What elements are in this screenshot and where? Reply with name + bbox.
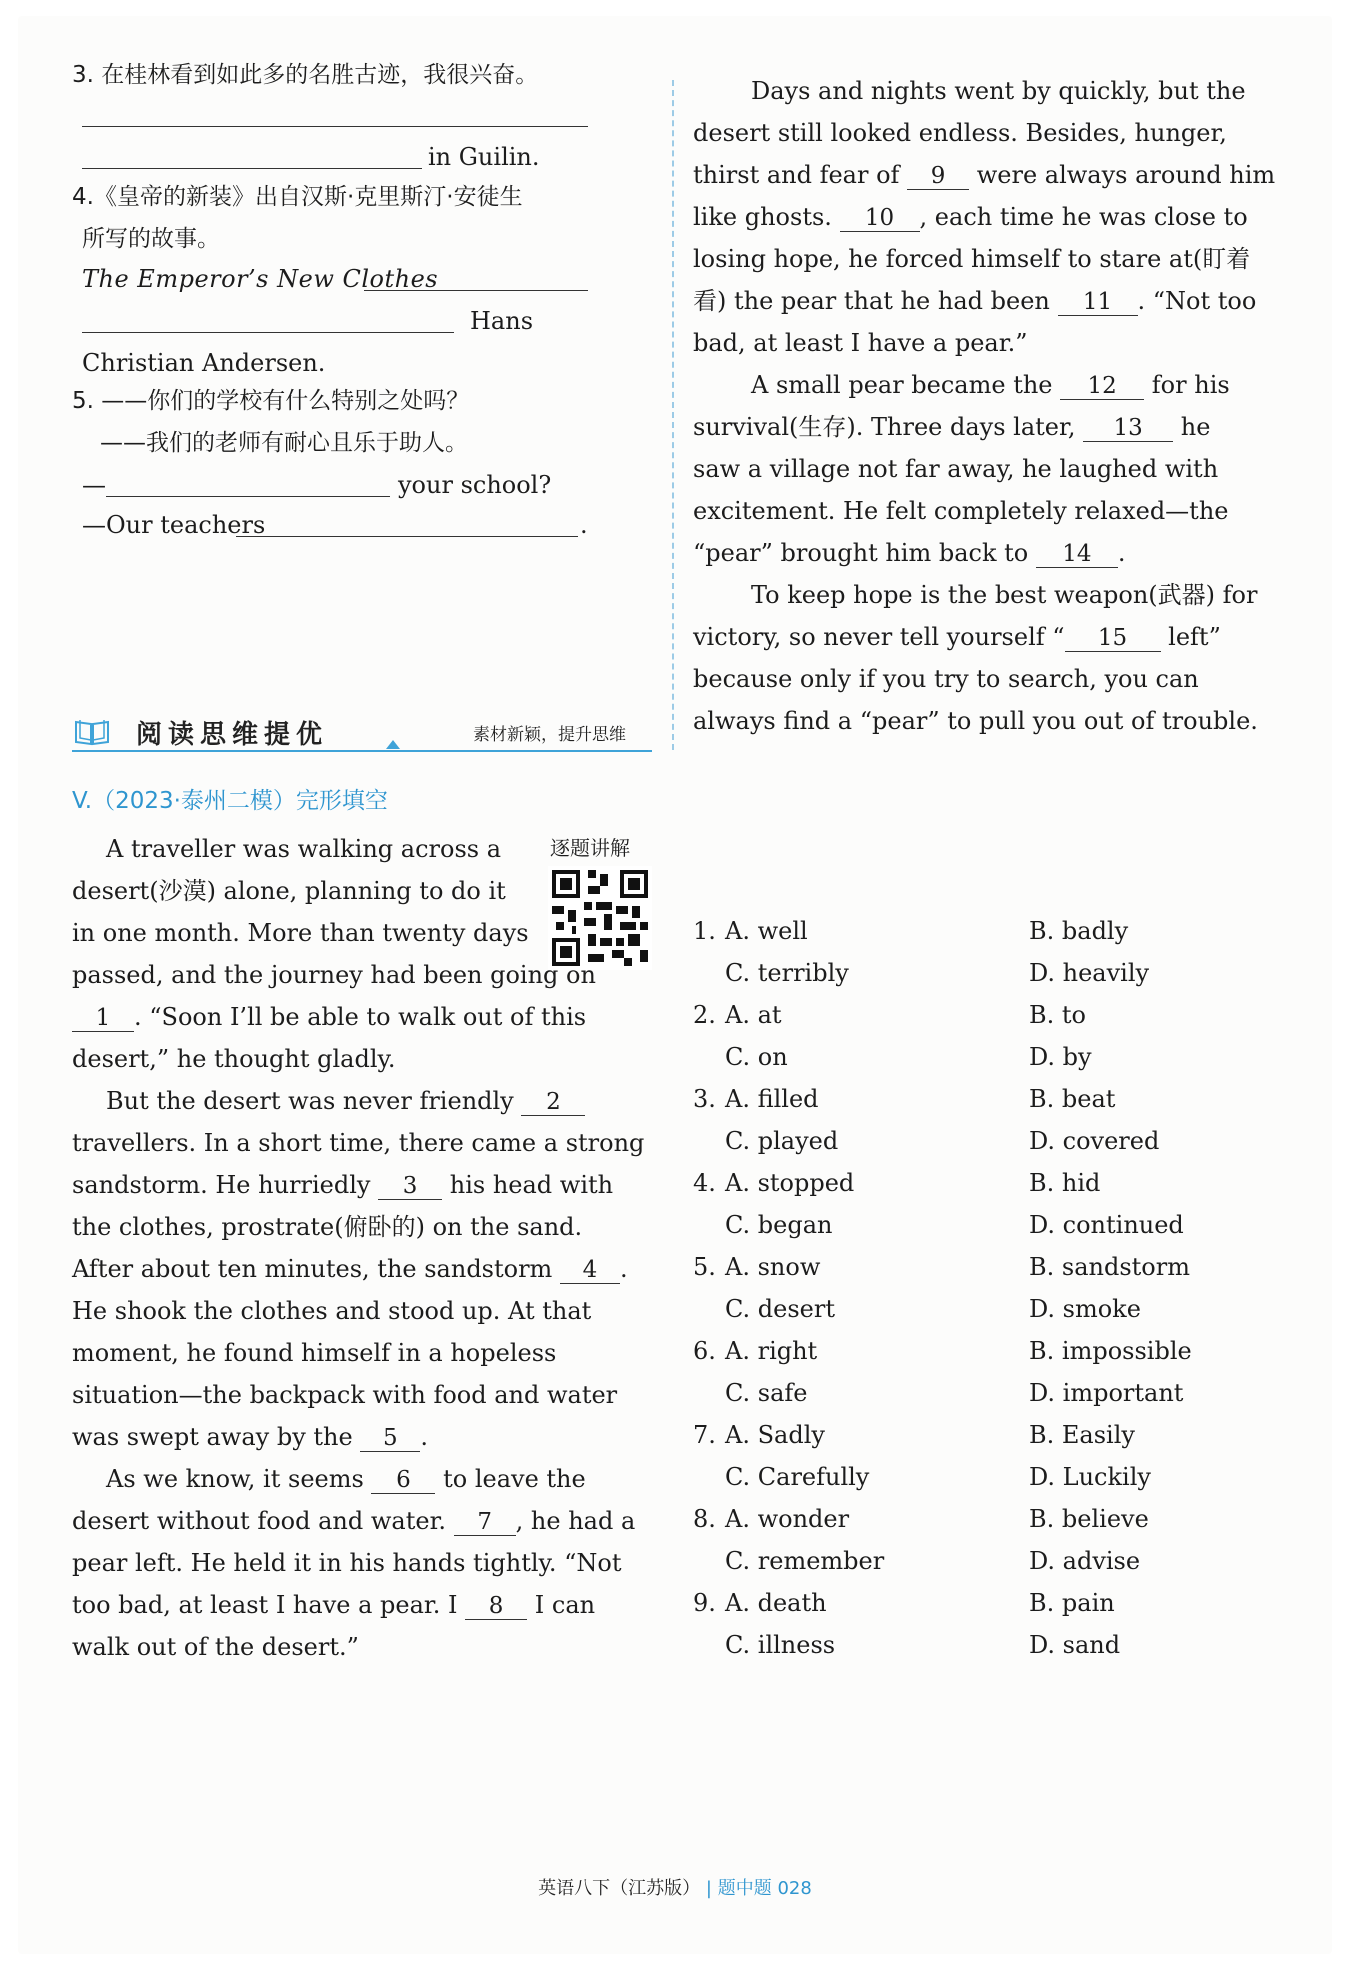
- option-d[interactable]: D. smoke: [1029, 1295, 1141, 1323]
- option-a[interactable]: A. snow: [725, 1253, 821, 1281]
- option-b[interactable]: B. to: [1029, 1001, 1086, 1029]
- q5-answer-line-2[interactable]: [236, 536, 578, 537]
- passage-line: desert(沙漠) alone, planning to do it: [72, 877, 506, 905]
- footer-page-number: 028: [777, 1878, 812, 1899]
- q4-answer-line-2[interactable]: [82, 332, 454, 333]
- open-book-icon: [72, 716, 112, 746]
- page-footer: [0, 1874, 1350, 1900]
- option-d[interactable]: D. important: [1029, 1379, 1184, 1407]
- option-a[interactable]: A. well: [725, 917, 808, 945]
- q5-tail-1: your school?: [398, 471, 552, 499]
- blank-14[interactable]: 14: [1036, 541, 1118, 568]
- option-number: 4.: [693, 1169, 716, 1197]
- passage-line: walk out of the desert.”: [72, 1633, 359, 1661]
- column-divider: [672, 80, 674, 750]
- option-number: 9.: [693, 1589, 716, 1617]
- option-b[interactable]: B. pain: [1029, 1589, 1115, 1617]
- q4-prompt-1: 4.《皇帝的新装》出自汉斯·克里斯汀·安徒生: [72, 184, 523, 210]
- passage-line: 看) the pear that he had been 11 . “Not too: [693, 287, 1257, 315]
- option-d[interactable]: D. continued: [1029, 1211, 1184, 1239]
- option-a[interactable]: A. filled: [725, 1085, 819, 1113]
- option-c[interactable]: C. terribly: [725, 959, 849, 987]
- passage-line: survival(生存). Three days later, 13 he: [693, 413, 1211, 441]
- option-a[interactable]: A. right: [725, 1337, 818, 1365]
- option-number: 8.: [693, 1505, 716, 1533]
- option-b[interactable]: B. beat: [1029, 1085, 1116, 1113]
- passage-line: passed, and the journey had been going on: [72, 961, 596, 989]
- option-b[interactable]: B. Easily: [1029, 1421, 1135, 1449]
- blank-9[interactable]: 9: [907, 163, 969, 190]
- passage-line: in one month. More than twenty days: [72, 919, 529, 947]
- section-header: [72, 714, 652, 752]
- passage-line: moment, he found himself in a hopeless: [72, 1339, 557, 1367]
- passage-line: He shook the clothes and stood up. At that: [72, 1297, 592, 1325]
- option-a[interactable]: A. wonder: [725, 1505, 850, 1533]
- option-number: 2.: [693, 1001, 716, 1029]
- option-d[interactable]: D. sand: [1029, 1631, 1121, 1659]
- passage-line: 1 . “Soon I’ll be able to walk out of this: [72, 1002, 652, 1032]
- blank-2[interactable]: 2: [521, 1089, 585, 1116]
- qr-code-block[interactable]: [542, 832, 654, 972]
- passage-line: A small pear became the 12 for his: [751, 371, 1230, 399]
- option-c[interactable]: C. on: [725, 1043, 788, 1071]
- passage-line: A traveller was walking across a: [106, 835, 502, 863]
- blank-3[interactable]: 3: [378, 1173, 442, 1200]
- option-c[interactable]: C. played: [725, 1127, 839, 1155]
- passage-line: situation—the backpack with food and water: [72, 1381, 618, 1409]
- q5-lead-2: —Our teachers: [82, 511, 266, 539]
- q4-prompt-2: 所写的故事。: [82, 226, 220, 252]
- q4-hans: Hans: [470, 307, 534, 335]
- blank-13[interactable]: 13: [1083, 415, 1173, 442]
- blank-10[interactable]: 10: [840, 205, 920, 232]
- section-marker-triangle: [386, 740, 400, 749]
- passage-line: travellers. In a short time, there came a strong: [72, 1129, 645, 1157]
- passage-line: desert without food and water. 7 , he had a: [72, 1507, 636, 1535]
- passage-line: like ghosts. 10 , each time he was close to: [693, 203, 1248, 231]
- option-c[interactable]: C. illness: [725, 1631, 836, 1659]
- passage-line: To keep hope is the best weapon(武器) for: [751, 581, 1258, 609]
- option-d[interactable]: D. Luckily: [1029, 1463, 1151, 1491]
- option-c[interactable]: C. desert: [725, 1295, 835, 1323]
- option-a[interactable]: A. at: [725, 1001, 782, 1029]
- passage-line: always find a “pear” to pull you out of trouble.: [693, 707, 1258, 735]
- blank-7[interactable]: 7: [454, 1509, 516, 1536]
- blank-5[interactable]: 5: [360, 1425, 420, 1452]
- passage-line: Days and nights went by quickly, but the: [751, 77, 1246, 105]
- option-c[interactable]: C. began: [725, 1211, 833, 1239]
- option-b[interactable]: B. sandstorm: [1029, 1253, 1190, 1281]
- q3-tail: in Guilin.: [428, 143, 540, 171]
- option-c[interactable]: C. remember: [725, 1547, 885, 1575]
- option-c[interactable]: C. Carefully: [725, 1463, 870, 1491]
- passage-line: desert still looked endless. Besides, hunger,: [693, 119, 1227, 147]
- section-subtitle: 素材新颖，提升思维: [473, 725, 626, 745]
- passage-line: desert,” he thought gladly.: [72, 1045, 396, 1073]
- blank-11[interactable]: 11: [1058, 289, 1138, 316]
- blank-1[interactable]: 1: [72, 1005, 134, 1032]
- passage-line: excitement. He felt completely relaxed—the: [693, 497, 1229, 525]
- option-a[interactable]: A. stopped: [725, 1169, 855, 1197]
- passage-line: But the desert was never friendly 2: [106, 1086, 585, 1116]
- passage-line: the clothes, prostrate(俯卧的) on the sand.: [72, 1213, 583, 1241]
- option-a[interactable]: A. death: [725, 1589, 827, 1617]
- option-d[interactable]: D. by: [1029, 1043, 1092, 1071]
- blank-8[interactable]: 8: [465, 1593, 527, 1620]
- q4-book-title: The Emperor’s New Clothes: [82, 265, 439, 293]
- passage-line: “pear” brought him back to 14 .: [693, 539, 1126, 567]
- passage-line: bad, at least I have a pear.”: [693, 329, 1028, 357]
- qr-label: 逐题讲解: [550, 836, 630, 860]
- qr-code-icon[interactable]: [548, 866, 652, 970]
- passage-line: sandstorm. He hurriedly 3 his head with: [72, 1171, 614, 1199]
- passage-line: As we know, it seems 6 to leave the: [106, 1465, 586, 1493]
- q4-answer-line-1[interactable]: [364, 290, 588, 291]
- passage-line: too bad, at least I have a pear. I 8 I can: [72, 1591, 596, 1619]
- blank-12[interactable]: 12: [1060, 373, 1144, 400]
- q3-prompt: 3. 在桂林看到如此多的名胜古迹，我很兴奋。: [72, 62, 539, 88]
- option-d[interactable]: D. advise: [1029, 1547, 1141, 1575]
- q4-name-end: Christian Andersen.: [82, 349, 326, 377]
- blank-15[interactable]: 15: [1065, 625, 1161, 652]
- q3-answer-line-2[interactable]: [82, 168, 422, 169]
- passage-line: because only if you try to search, you can: [693, 665, 1199, 693]
- blank-4[interactable]: 4: [560, 1257, 620, 1284]
- option-number: 1.: [693, 917, 716, 945]
- footer-book: 英语八下（江苏版）: [538, 1878, 701, 1899]
- passage-line: pear left. He held it in his hands tightly. “Not: [72, 1549, 622, 1577]
- q5-dash-1: —: [82, 471, 106, 499]
- q5-answer-chinese: ——我们的老师有耐心且乐于助人。: [100, 430, 468, 456]
- q5-question: 5. ——你们的学校有什么特别之处吗？: [72, 388, 470, 414]
- section-title: 阅读思维提优: [136, 720, 329, 750]
- option-a[interactable]: A. Sadly: [725, 1421, 825, 1449]
- passage-line: saw a village not far away, he laughed with: [693, 455, 1219, 483]
- option-b[interactable]: B. believe: [1029, 1505, 1149, 1533]
- passage-line: losing hope, he forced himself to stare at(盯着: [693, 245, 1251, 273]
- option-number: 7.: [693, 1421, 716, 1449]
- option-b[interactable]: B. badly: [1029, 917, 1129, 945]
- footer-separator: |: [705, 1878, 712, 1899]
- exercise-heading: V.（2023·泰州二模）完形填空: [72, 788, 388, 814]
- passage-line: was swept away by the 5 .: [72, 1423, 428, 1451]
- option-number: 5.: [693, 1253, 716, 1281]
- option-d[interactable]: D. heavily: [1029, 959, 1150, 987]
- option-number: 3.: [693, 1085, 716, 1113]
- option-d[interactable]: D. covered: [1029, 1127, 1160, 1155]
- q5-end-2: .: [580, 511, 588, 539]
- option-number: 6.: [693, 1337, 716, 1365]
- passage-line: thirst and fear of 9 were always around him: [693, 161, 1276, 189]
- passage-line: victory, so never tell yourself “ 15 left”: [693, 623, 1221, 651]
- passage-line: After about ten minutes, the sandstorm 4 .: [72, 1255, 628, 1283]
- q5-answer-line-1[interactable]: [106, 496, 390, 497]
- footer-brand: 题中题: [717, 1878, 772, 1899]
- option-c[interactable]: C. safe: [725, 1379, 808, 1407]
- option-b[interactable]: B. impossible: [1029, 1337, 1192, 1365]
- q3-answer-line-1[interactable]: [82, 126, 588, 127]
- option-b[interactable]: B. hid: [1029, 1169, 1101, 1197]
- blank-6[interactable]: 6: [371, 1467, 435, 1494]
